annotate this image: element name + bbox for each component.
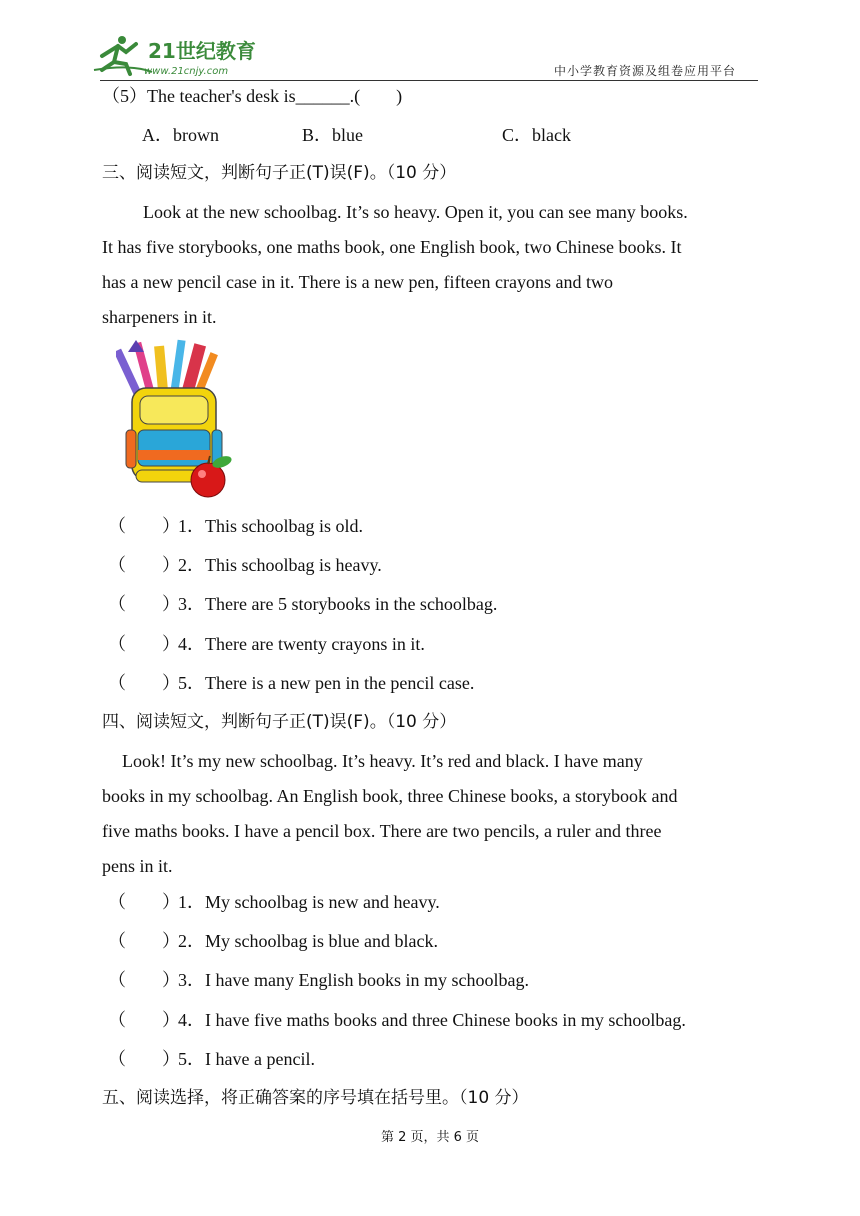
section3-passage-line: sharpeners in it. (102, 307, 217, 327)
section4-item (108, 1008, 686, 1032)
statement-text: 5．I have a pencil. (178, 1049, 315, 1069)
answer-paren[interactable]: （ ） (108, 516, 180, 536)
q5-option-c: C．black (502, 125, 571, 145)
page-number: 第 2 页，共 6 页 (380, 1130, 480, 1145)
answer-paren[interactable]: （ ） (108, 931, 180, 951)
statement-text: 1．My schoolbag is new and heavy. (178, 892, 440, 912)
statement-text: 2．This schoolbag is heavy. (178, 555, 382, 575)
answer-paren[interactable]: （ ） (108, 673, 180, 693)
header-divider (100, 80, 758, 81)
answer-paren[interactable]: （ ） (108, 634, 180, 654)
schoolbag-illustration (116, 338, 246, 500)
site-logo (92, 34, 262, 78)
section3-passage-line: It has five storybooks, one maths book, one English book, two Chinese books. It (102, 237, 682, 257)
section4-item (108, 1047, 315, 1071)
q5-stem: （5）The teacher's desk is______.( ) (102, 86, 403, 106)
statement-text: 3．I have many English books in my schoolbag. (178, 970, 529, 990)
section3-item (108, 592, 497, 616)
section3-title: 三、阅读短文，判断句子正(T)误(F)。（10 分） (102, 163, 457, 183)
section4-title: 四、阅读短文，判断句子正(T)误(F)。（10 分） (102, 712, 457, 732)
answer-paren[interactable]: （ ） (108, 594, 180, 614)
answer-paren[interactable]: （ ） (108, 970, 180, 990)
section4-item (108, 929, 438, 953)
section3-item (108, 514, 363, 538)
answer-paren[interactable]: （ ） (108, 1010, 180, 1030)
statement-text: 4．There are twenty crayons in it. (178, 634, 425, 654)
statement-text: 3．There are 5 storybooks in the schoolbag. (178, 594, 498, 614)
statement-text: 2．My schoolbag is blue and black. (178, 931, 438, 951)
section3-passage-line: Look at the new schoolbag. It’s so heavy. Open it, you can see many books. (143, 202, 688, 222)
section4-item (108, 968, 529, 992)
section3-item (108, 632, 425, 656)
section3-item (108, 671, 474, 695)
section4-passage-line: Look! It’s my new schoolbag. It’s heavy. It’s red and black. I have many (122, 751, 643, 771)
logo-url: www.21cnjy.com (144, 66, 229, 77)
section3-item (108, 553, 382, 577)
q5-option-a: A．brown (142, 125, 219, 145)
answer-paren[interactable]: （ ） (108, 892, 180, 912)
statement-text: 5．There is a new pen in the pencil case. (178, 673, 475, 693)
section4-passage-line: five maths books. I have a pencil box. There are two pencils, a ruler and three (102, 821, 662, 841)
q5-option-b: B．blue (302, 125, 363, 145)
logo-text: 21世纪教育 (148, 39, 256, 63)
platform-name: 中小学教育资源及组卷应用平台 (554, 64, 737, 78)
section4-passage-line: books in my schoolbag. An English book, three Chinese books, a storybook and (102, 786, 678, 806)
section5-title: 五、阅读选择，将正确答案的序号填在括号里。（10 分） (102, 1088, 529, 1108)
answer-paren[interactable]: （ ） (108, 1049, 180, 1069)
statement-text: 1．This schoolbag is old. (178, 516, 363, 536)
section4-passage-line: pens in it. (102, 856, 173, 876)
answer-paren[interactable]: （ ） (108, 555, 180, 575)
statement-text: 4．I have five maths books and three Chinese books in my schoolbag. (178, 1010, 686, 1030)
section3-passage-line: has a new pencil case in it. There is a new pen, fifteen crayons and two (102, 272, 613, 292)
section4-item (108, 890, 440, 914)
